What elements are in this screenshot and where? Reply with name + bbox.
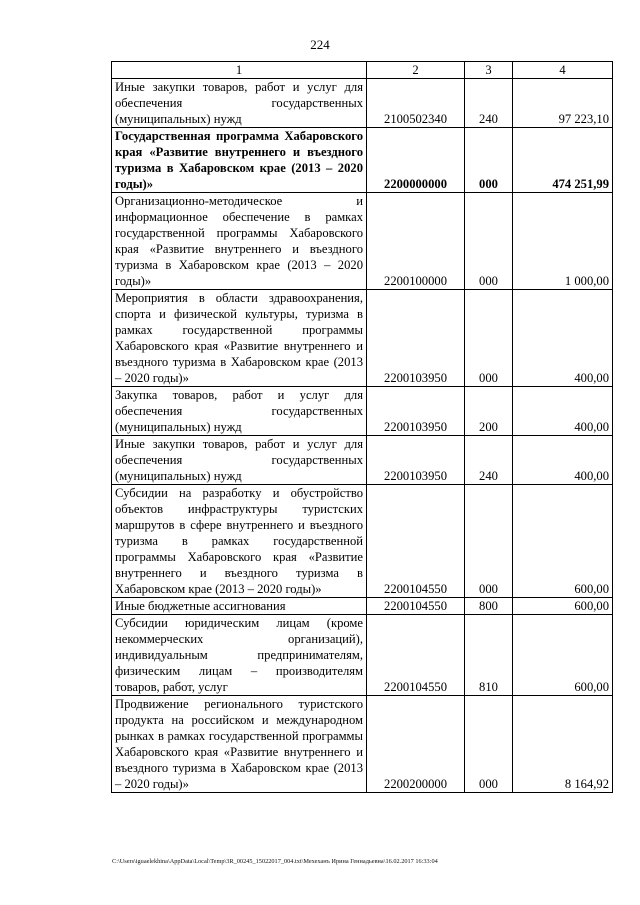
row-type-cell: 810 (465, 615, 513, 696)
row-code-cell: 2200103950 (367, 436, 465, 485)
row-type-cell: 000 (465, 290, 513, 387)
table-row (112, 79, 613, 128)
table-row (112, 485, 613, 598)
row-name-cell: Иные закупки товаров, работ и услуг для обеспечения государственных (муниципальных) нужд (112, 436, 367, 485)
row-type-cell: 240 (465, 79, 513, 128)
row-type-cell: 240 (465, 436, 513, 485)
row-name-cell: Иные бюджетные ассигнования (112, 598, 367, 615)
table-row (112, 387, 613, 436)
row-type-cell: 000 (465, 128, 513, 193)
row-code-cell: 2200200000 (367, 696, 465, 793)
row-code-cell: 2200103950 (367, 387, 465, 436)
row-code-cell: 2200103950 (367, 290, 465, 387)
row-type-cell: 800 (465, 598, 513, 615)
row-code-cell: 2100502340 (367, 79, 465, 128)
row-type-cell: 000 (465, 193, 513, 290)
row-amount-cell: 400,00 (513, 387, 613, 436)
row-amount-cell: 600,00 (513, 615, 613, 696)
table-row (112, 615, 613, 696)
row-name-cell: Мероприятия в области здравоохранения, спорта и физической культуры, туризма в рамках государственной программы Хабаровского края «Развитие внутреннего и въездного туризма в Хабаровском крае (2013 – 2020 годы)» (112, 290, 367, 387)
row-type-cell: 000 (465, 696, 513, 793)
row-amount-cell: 600,00 (513, 598, 613, 615)
table-row (112, 128, 613, 193)
row-name-cell: Субсидии юридическим лицам (кроме некоммерческих организаций), индивидуальным предпринимателям, физическим лицам – производителям товаров, работ, услуг (112, 615, 367, 696)
table-header-row (112, 62, 613, 79)
row-name-cell: Иные закупки товаров, работ и услуг для обеспечения государственных (муниципальных) нужд (112, 79, 367, 128)
row-name-cell: Субсидии на разработку и обустройство объектов инфраструктуры туристских маршрутов в сфере внутреннего и въездного туризма в рамках государственной программы Хабаровского края «Развитие внутреннего и въездного туризма в Хабаровском крае (2013 – 2020 годы)» (112, 485, 367, 598)
table-row (112, 290, 613, 387)
table-row (112, 696, 613, 793)
page-number: 224 (310, 37, 330, 52)
row-code-cell: 2200000000 (367, 128, 465, 193)
row-code-cell: 2200100000 (367, 193, 465, 290)
row-amount-cell: 8 164,92 (513, 696, 613, 793)
column-header: 3 (465, 62, 513, 79)
table-row (112, 193, 613, 290)
budget-table (111, 61, 613, 793)
row-code-cell: 2200104550 (367, 598, 465, 615)
column-header: 4 (513, 62, 613, 79)
row-name-cell: Закупка товаров, работ и услуг для обеспечения государственных (муниципальных) нужд (112, 387, 367, 436)
row-name-cell: Организационно-методическое и информационное обеспечение в рамках государственной программы Хабаровского края «Развитие внутреннего и въездного туризма в Хабаровском крае (2013 – 2020 годы)» (112, 193, 367, 290)
row-name-cell: Государственная программа Хабаровского края «Развитие внутреннего и въездного туризма в Хабаровском крае (2013 – 2020 годы)» (112, 128, 367, 193)
row-type-cell: 000 (465, 485, 513, 598)
row-name-cell: Продвижение регионального туристского продукта на российском и международном рынках в рамках государственной программы Хабаровского края «Развитие внутреннего и въездного туризма в Хабаровском крае (2013 – 2020 годы)» (112, 696, 367, 793)
column-header: 2 (367, 62, 465, 79)
row-code-cell: 2200104550 (367, 485, 465, 598)
table-row (112, 436, 613, 485)
row-amount-cell: 400,00 (513, 436, 613, 485)
row-amount-cell: 1 000,00 (513, 193, 613, 290)
row-amount-cell: 600,00 (513, 485, 613, 598)
row-code-cell: 2200104550 (367, 615, 465, 696)
table-row (112, 598, 613, 615)
file-path-footer: C:\Users\iguaelekhina\AppData\Local\Temp\3R_00245_15022017_004.txt\Мехеханъ Ирина Геннадьевна\16.02.2017 16:33:04 (112, 858, 438, 865)
row-amount-cell: 474 251,99 (513, 128, 613, 193)
row-type-cell: 200 (465, 387, 513, 436)
column-header: 1 (112, 62, 367, 79)
row-amount-cell: 400,00 (513, 290, 613, 387)
row-amount-cell: 97 223,10 (513, 79, 613, 128)
